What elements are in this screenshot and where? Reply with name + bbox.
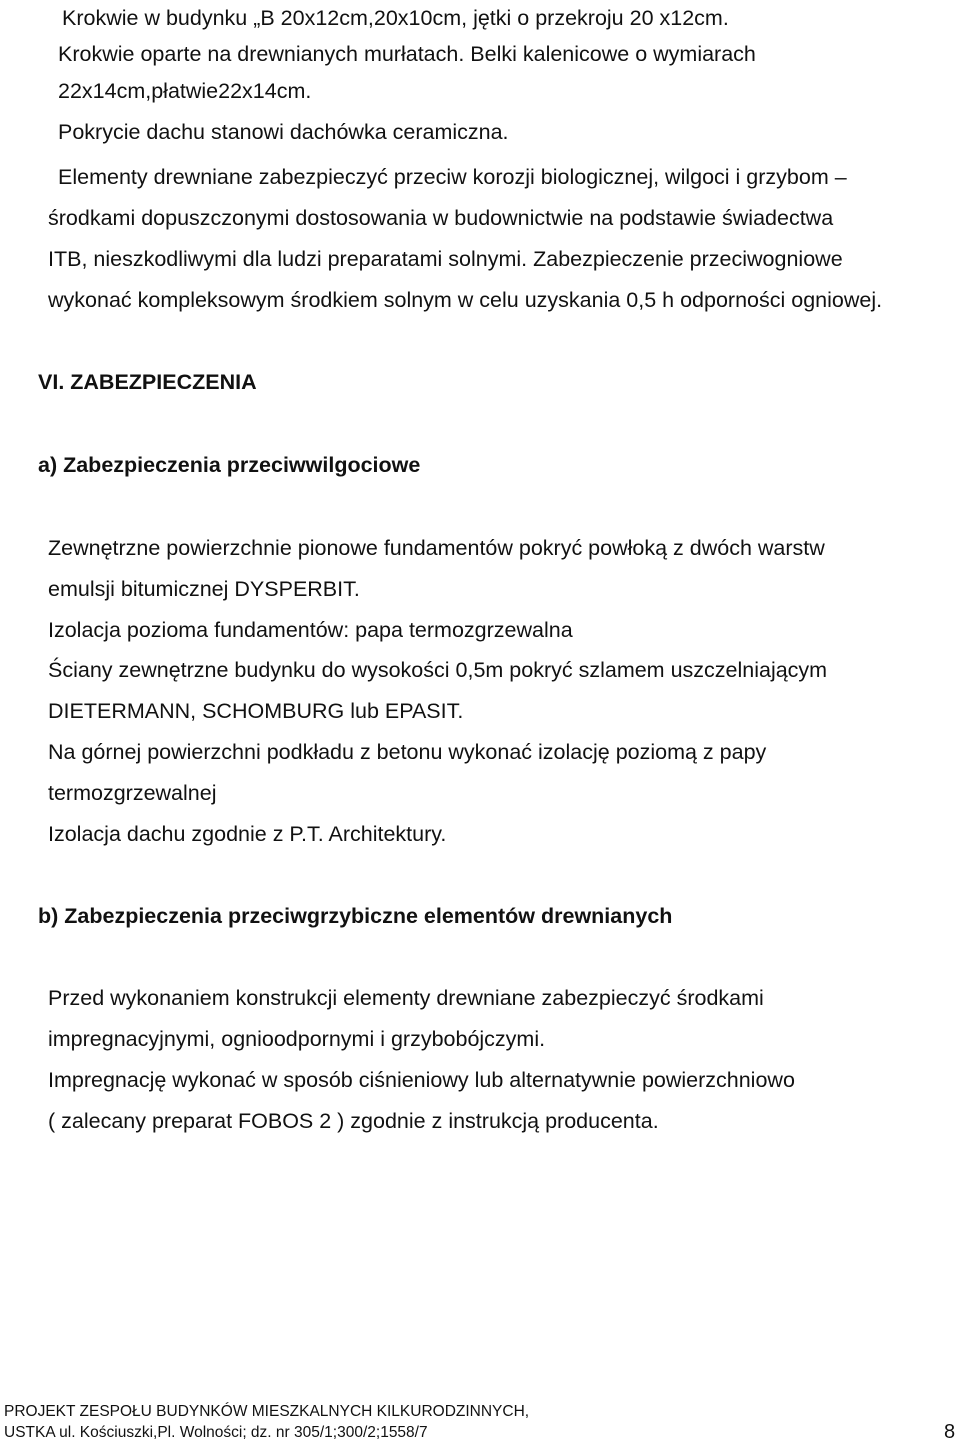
intro-line-3: 22x14cm,płatwie22x14cm. xyxy=(58,79,312,103)
subsection-b-heading: b) Zabezpieczenia przeciwgrzybiczne elementów drewnianych xyxy=(38,904,673,928)
subsection-a-line-7: termozgrzewalnej xyxy=(48,781,217,805)
subsection-a-heading: a) Zabezpieczenia przeciwwilgociowe xyxy=(38,453,421,477)
intro-line-7: ITB, nieszkodliwymi dla ludzi preparatami solnymi. Zabezpieczenie przeciwogniowe xyxy=(48,247,843,271)
subsection-a-line-3: Izolacja pozioma fundamentów: papa termozgrzewalna xyxy=(48,618,573,642)
subsection-a-line-5: DIETERMANN, SCHOMBURG lub EPASIT. xyxy=(48,699,464,723)
subsection-a-line-8: Izolacja dachu zgodnie z P.T. Architektury. xyxy=(48,822,447,846)
intro-line-5: Elementy drewniane zabezpieczyć przeciw korozji biologicznej, wilgoci i grzybom – xyxy=(58,165,847,189)
subsection-b-line-2: impregnacyjnymi, ognioodpornymi i grzybobójczymi. xyxy=(48,1027,546,1051)
intro-line-8: wykonać kompleksowym środkiem solnym w celu uzyskania 0,5 h odporności ogniowej. xyxy=(48,288,883,312)
subsection-a-line-4: Ściany zewnętrzne budynku do wysokości 0,5m pokryć szlamem uszczelniającym xyxy=(48,658,828,682)
footer-project-name: PROJEKT ZESPOŁU BUDYNKÓW MIESZKALNYCH KILKURODZINNYCH, xyxy=(4,1403,530,1420)
subsection-a-line-2: emulsji bitumicznej DYSPERBIT. xyxy=(48,577,360,601)
page-number: 8 xyxy=(944,1421,956,1443)
subsection-a-line-1: Zewnętrzne powierzchnie pionowe fundamentów pokryć powłoką z dwóch warstw xyxy=(48,536,825,560)
subsection-b-line-4: ( zalecany preparat FOBOS 2 ) zgodnie z instrukcją producenta. xyxy=(48,1109,659,1133)
intro-line-2: Krokwie oparte na drewnianych murłatach. Belki kalenicowe o wymiarach xyxy=(58,42,756,66)
intro-line-6: środkami dopuszczonymi dostosowania w budownictwie na podstawie świadectwa xyxy=(48,206,834,230)
footer-address: USTKA ul. Kościuszki,Pl. Wolności; dz. nr 305/1;300/2;1558/7 xyxy=(4,1424,428,1441)
subsection-a-line-6: Na górnej powierzchni podkładu z betonu wykonać izolację poziomą z papy xyxy=(48,740,767,764)
subsection-b-line-3: Impregnację wykonać w sposób ciśnieniowy lub alternatywnie powierzchniowo xyxy=(48,1068,795,1092)
section-vi-heading: VI. ZABEZPIECZENIA xyxy=(38,370,257,394)
intro-line-4: Pokrycie dachu stanowi dachówka ceramiczna. xyxy=(58,120,509,144)
intro-line-1: Krokwie w budynku „B 20x12cm,20x10cm, jętki o przekroju 20 x12cm. xyxy=(62,6,729,30)
subsection-b-line-1: Przed wykonaniem konstrukcji elementy drewniane zabezpieczyć środkami xyxy=(48,986,764,1010)
